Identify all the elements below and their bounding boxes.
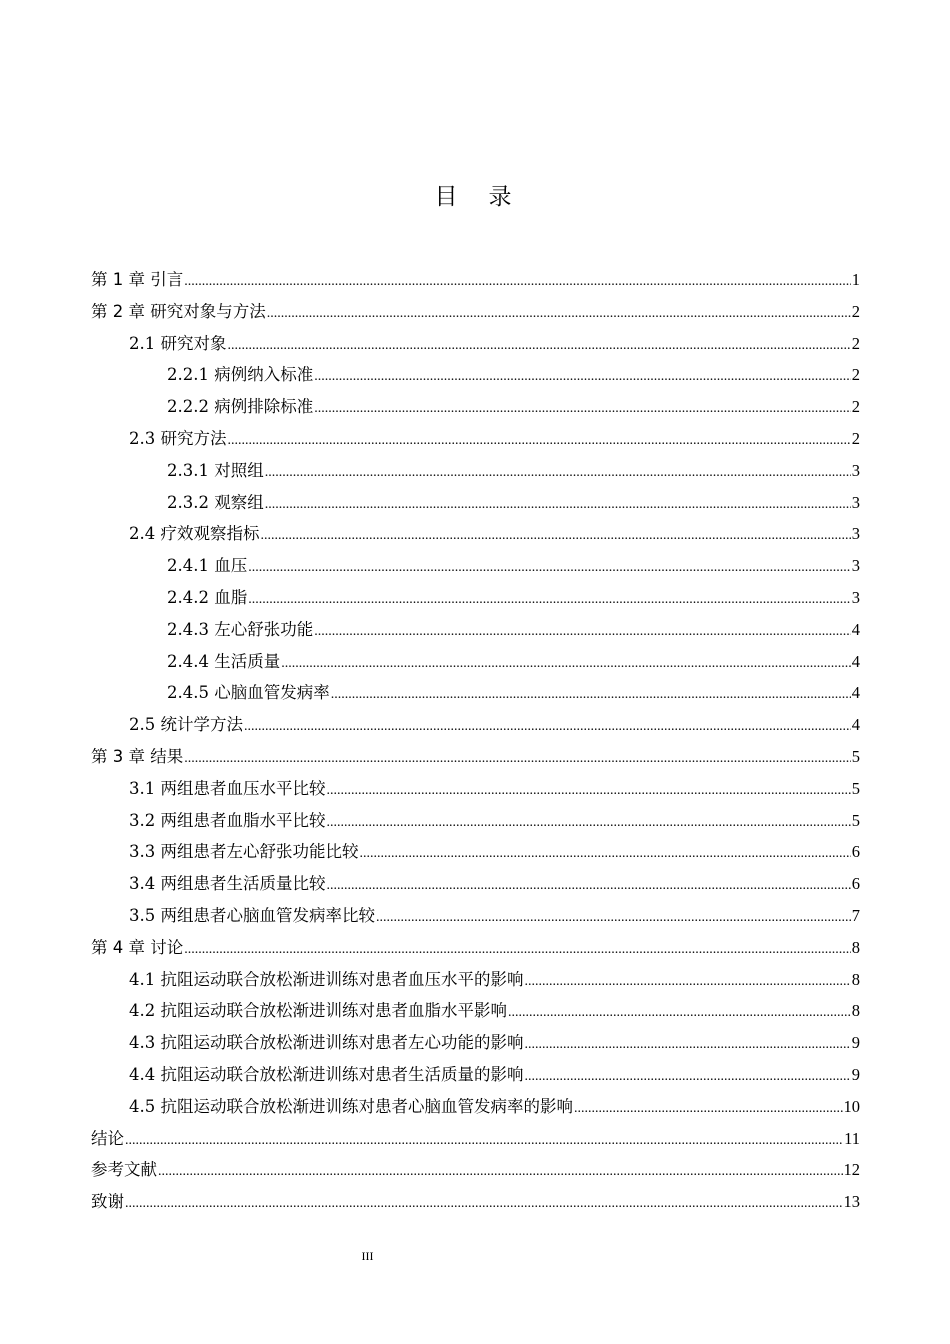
dot-leader xyxy=(327,783,851,799)
page-title: 目 录 xyxy=(434,184,516,210)
toc-entry[interactable] xyxy=(91,1029,860,1061)
toc-entry[interactable] xyxy=(91,1156,860,1188)
toc-entry-label: 第 2 章 研究对象与方法 xyxy=(91,301,266,321)
dot-leader xyxy=(376,910,851,926)
toc-entry-page: 3 xyxy=(851,556,860,576)
toc-entry-page: 1 xyxy=(851,270,860,289)
toc-entry-page: 3 xyxy=(851,524,860,544)
toc-entry-page: 4 xyxy=(851,651,860,671)
toc-entry[interactable] xyxy=(91,552,860,584)
toc-entry-page: 4 xyxy=(851,619,860,639)
toc-entry-page: 3 xyxy=(851,460,860,480)
toc-entry-label: 4.4 抗阻运动联合放松渐进训练对患者生活质量的影响 xyxy=(129,1064,524,1084)
toc-entry-label: 参考文献 xyxy=(91,1160,157,1180)
toc-entry[interactable] xyxy=(91,679,860,711)
dot-leader xyxy=(327,878,851,894)
toc-entry-page: 2 xyxy=(851,301,860,321)
toc-entry-label: 4.1 抗阻运动联合放松渐进训练对患者血压水平的影响 xyxy=(129,969,524,989)
toc-entry-page: 5 xyxy=(851,778,860,798)
toc-entry-label: 结论 xyxy=(91,1128,124,1148)
toc-entry[interactable] xyxy=(91,266,860,298)
toc-entry-page: 4 xyxy=(851,715,860,735)
toc-entry-label: 第 4 章 讨论 xyxy=(91,937,184,957)
toc-entry-label: 2.5 统计学方法 xyxy=(129,715,243,735)
toc-entry-page: 7 xyxy=(851,905,860,925)
toc-entry[interactable] xyxy=(91,902,860,934)
dot-leader xyxy=(327,815,851,831)
toc-entry-page: 11 xyxy=(844,1128,860,1148)
toc-entry[interactable] xyxy=(91,807,860,839)
dot-leader xyxy=(360,846,851,862)
toc-entry-label: 4.5 抗阻运动联合放松渐进训练对患者心脑血管发病率的影响 xyxy=(129,1096,573,1116)
toc-entry-label: 3.5 两组患者心脑血管发病率比较 xyxy=(129,905,375,925)
toc-entry[interactable] xyxy=(91,298,860,330)
dot-leader xyxy=(314,401,851,417)
toc-entry[interactable] xyxy=(91,361,860,393)
dot-leader xyxy=(261,528,851,544)
toc-entry-page: 5 xyxy=(851,810,860,830)
toc-entry-page: 8 xyxy=(851,937,860,957)
toc-entry[interactable] xyxy=(91,584,860,616)
toc-entry[interactable] xyxy=(91,966,860,998)
toc-entry-label: 2.2.1 病例纳入标准 xyxy=(167,365,314,385)
toc-entry[interactable] xyxy=(91,520,860,552)
toc-entry-page: 5 xyxy=(851,746,860,766)
dot-leader xyxy=(125,1196,843,1212)
toc-entry-label: 第 3 章 结果 xyxy=(91,746,184,766)
toc-entry-label: 2.2.2 病例排除标准 xyxy=(167,397,314,417)
table-of-contents xyxy=(91,266,860,1220)
toc-entry-label: 4.3 抗阻运动联合放松渐进训练对患者左心功能的影响 xyxy=(129,1033,524,1053)
toc-entry-page: 4 xyxy=(851,683,860,703)
dot-leader xyxy=(508,1005,851,1021)
toc-entry-label: 2.4.4 生活质量 xyxy=(167,651,281,671)
dot-leader xyxy=(244,719,851,735)
toc-entry[interactable] xyxy=(91,457,860,489)
toc-entry-page: 9 xyxy=(851,1033,860,1053)
toc-entry[interactable] xyxy=(91,1125,860,1157)
toc-entry[interactable] xyxy=(91,743,860,775)
toc-entry[interactable] xyxy=(91,1188,860,1220)
toc-entry-label: 2.4.1 血压 xyxy=(167,556,248,576)
toc-entry-label: 2.3.2 观察组 xyxy=(167,492,264,512)
toc-entry[interactable] xyxy=(91,838,860,870)
dot-leader xyxy=(265,465,851,481)
toc-entry-page: 2 xyxy=(851,397,860,417)
dot-leader xyxy=(314,624,851,640)
dot-leader xyxy=(248,560,851,576)
toc-entry-label: 2.3.1 对照组 xyxy=(167,460,264,480)
toc-entry[interactable] xyxy=(91,997,860,1029)
dot-leader xyxy=(248,592,851,608)
dot-leader xyxy=(281,656,851,672)
toc-entry-page: 12 xyxy=(843,1160,860,1180)
toc-entry-label: 2.4.5 心脑血管发病率 xyxy=(167,683,330,703)
toc-entry-label: 4.2 抗阻运动联合放松渐进训练对患者血脂水平影响 xyxy=(129,1001,507,1021)
toc-entry[interactable] xyxy=(91,1093,860,1125)
dot-leader xyxy=(228,338,851,354)
toc-entry[interactable] xyxy=(91,489,860,521)
toc-entry-label: 3.3 两组患者左心舒张功能比较 xyxy=(129,842,359,862)
toc-entry-page: 2 xyxy=(851,365,860,385)
toc-entry-label: 第 1 章 引言 xyxy=(91,270,184,289)
toc-entry-label: 2.1 研究对象 xyxy=(129,333,227,353)
dot-leader xyxy=(525,1069,851,1085)
toc-entry-label: 2.4.3 左心舒张功能 xyxy=(167,619,314,639)
toc-entry-page: 8 xyxy=(851,1001,860,1021)
dot-leader xyxy=(314,369,851,385)
toc-entry-page: 8 xyxy=(851,969,860,989)
toc-entry-page: 2 xyxy=(851,428,860,448)
toc-entry[interactable] xyxy=(91,425,860,457)
toc-entry-page: 9 xyxy=(851,1064,860,1084)
dot-leader xyxy=(525,1037,851,1053)
toc-entry[interactable] xyxy=(91,870,860,902)
toc-entry-page: 13 xyxy=(843,1192,860,1212)
toc-entry[interactable] xyxy=(91,1061,860,1093)
toc-entry-page: 6 xyxy=(851,874,860,894)
toc-entry-label: 2.4 疗效观察指标 xyxy=(129,524,260,544)
dot-leader xyxy=(525,974,851,990)
toc-entry[interactable] xyxy=(91,934,860,966)
toc-entry-label: 3.1 两组患者血压水平比较 xyxy=(129,778,326,798)
dot-leader xyxy=(331,687,851,703)
toc-entry[interactable] xyxy=(91,648,860,680)
toc-entry[interactable] xyxy=(91,616,860,648)
dot-leader xyxy=(265,497,851,513)
toc-entry-page: 6 xyxy=(851,842,860,862)
toc-entry-label: 3.4 两组患者生活质量比较 xyxy=(129,874,326,894)
dot-leader xyxy=(125,1133,843,1149)
toc-entry[interactable] xyxy=(91,330,860,362)
toc-entry[interactable] xyxy=(91,711,860,743)
dot-leader xyxy=(267,306,851,322)
dot-leader xyxy=(184,274,851,290)
toc-entry-label: 2.3 研究方法 xyxy=(129,428,227,448)
dot-leader xyxy=(184,751,851,767)
dot-leader xyxy=(158,1164,843,1180)
toc-entry[interactable] xyxy=(91,393,860,425)
toc-entry-page: 3 xyxy=(851,587,860,607)
toc-entry-page: 3 xyxy=(851,492,860,512)
toc-entry-label: 3.2 两组患者血脂水平比较 xyxy=(129,810,326,830)
dot-leader xyxy=(574,1101,843,1117)
toc-entry-label: 致谢 xyxy=(91,1192,124,1212)
toc-entry-page: 2 xyxy=(851,333,860,353)
toc-entry-page: 10 xyxy=(843,1096,860,1116)
dot-leader xyxy=(228,433,851,449)
page-number: III xyxy=(361,1249,374,1263)
dot-leader xyxy=(184,942,851,958)
toc-entry-label: 2.4.2 血脂 xyxy=(167,587,248,607)
toc-entry[interactable] xyxy=(91,775,860,807)
